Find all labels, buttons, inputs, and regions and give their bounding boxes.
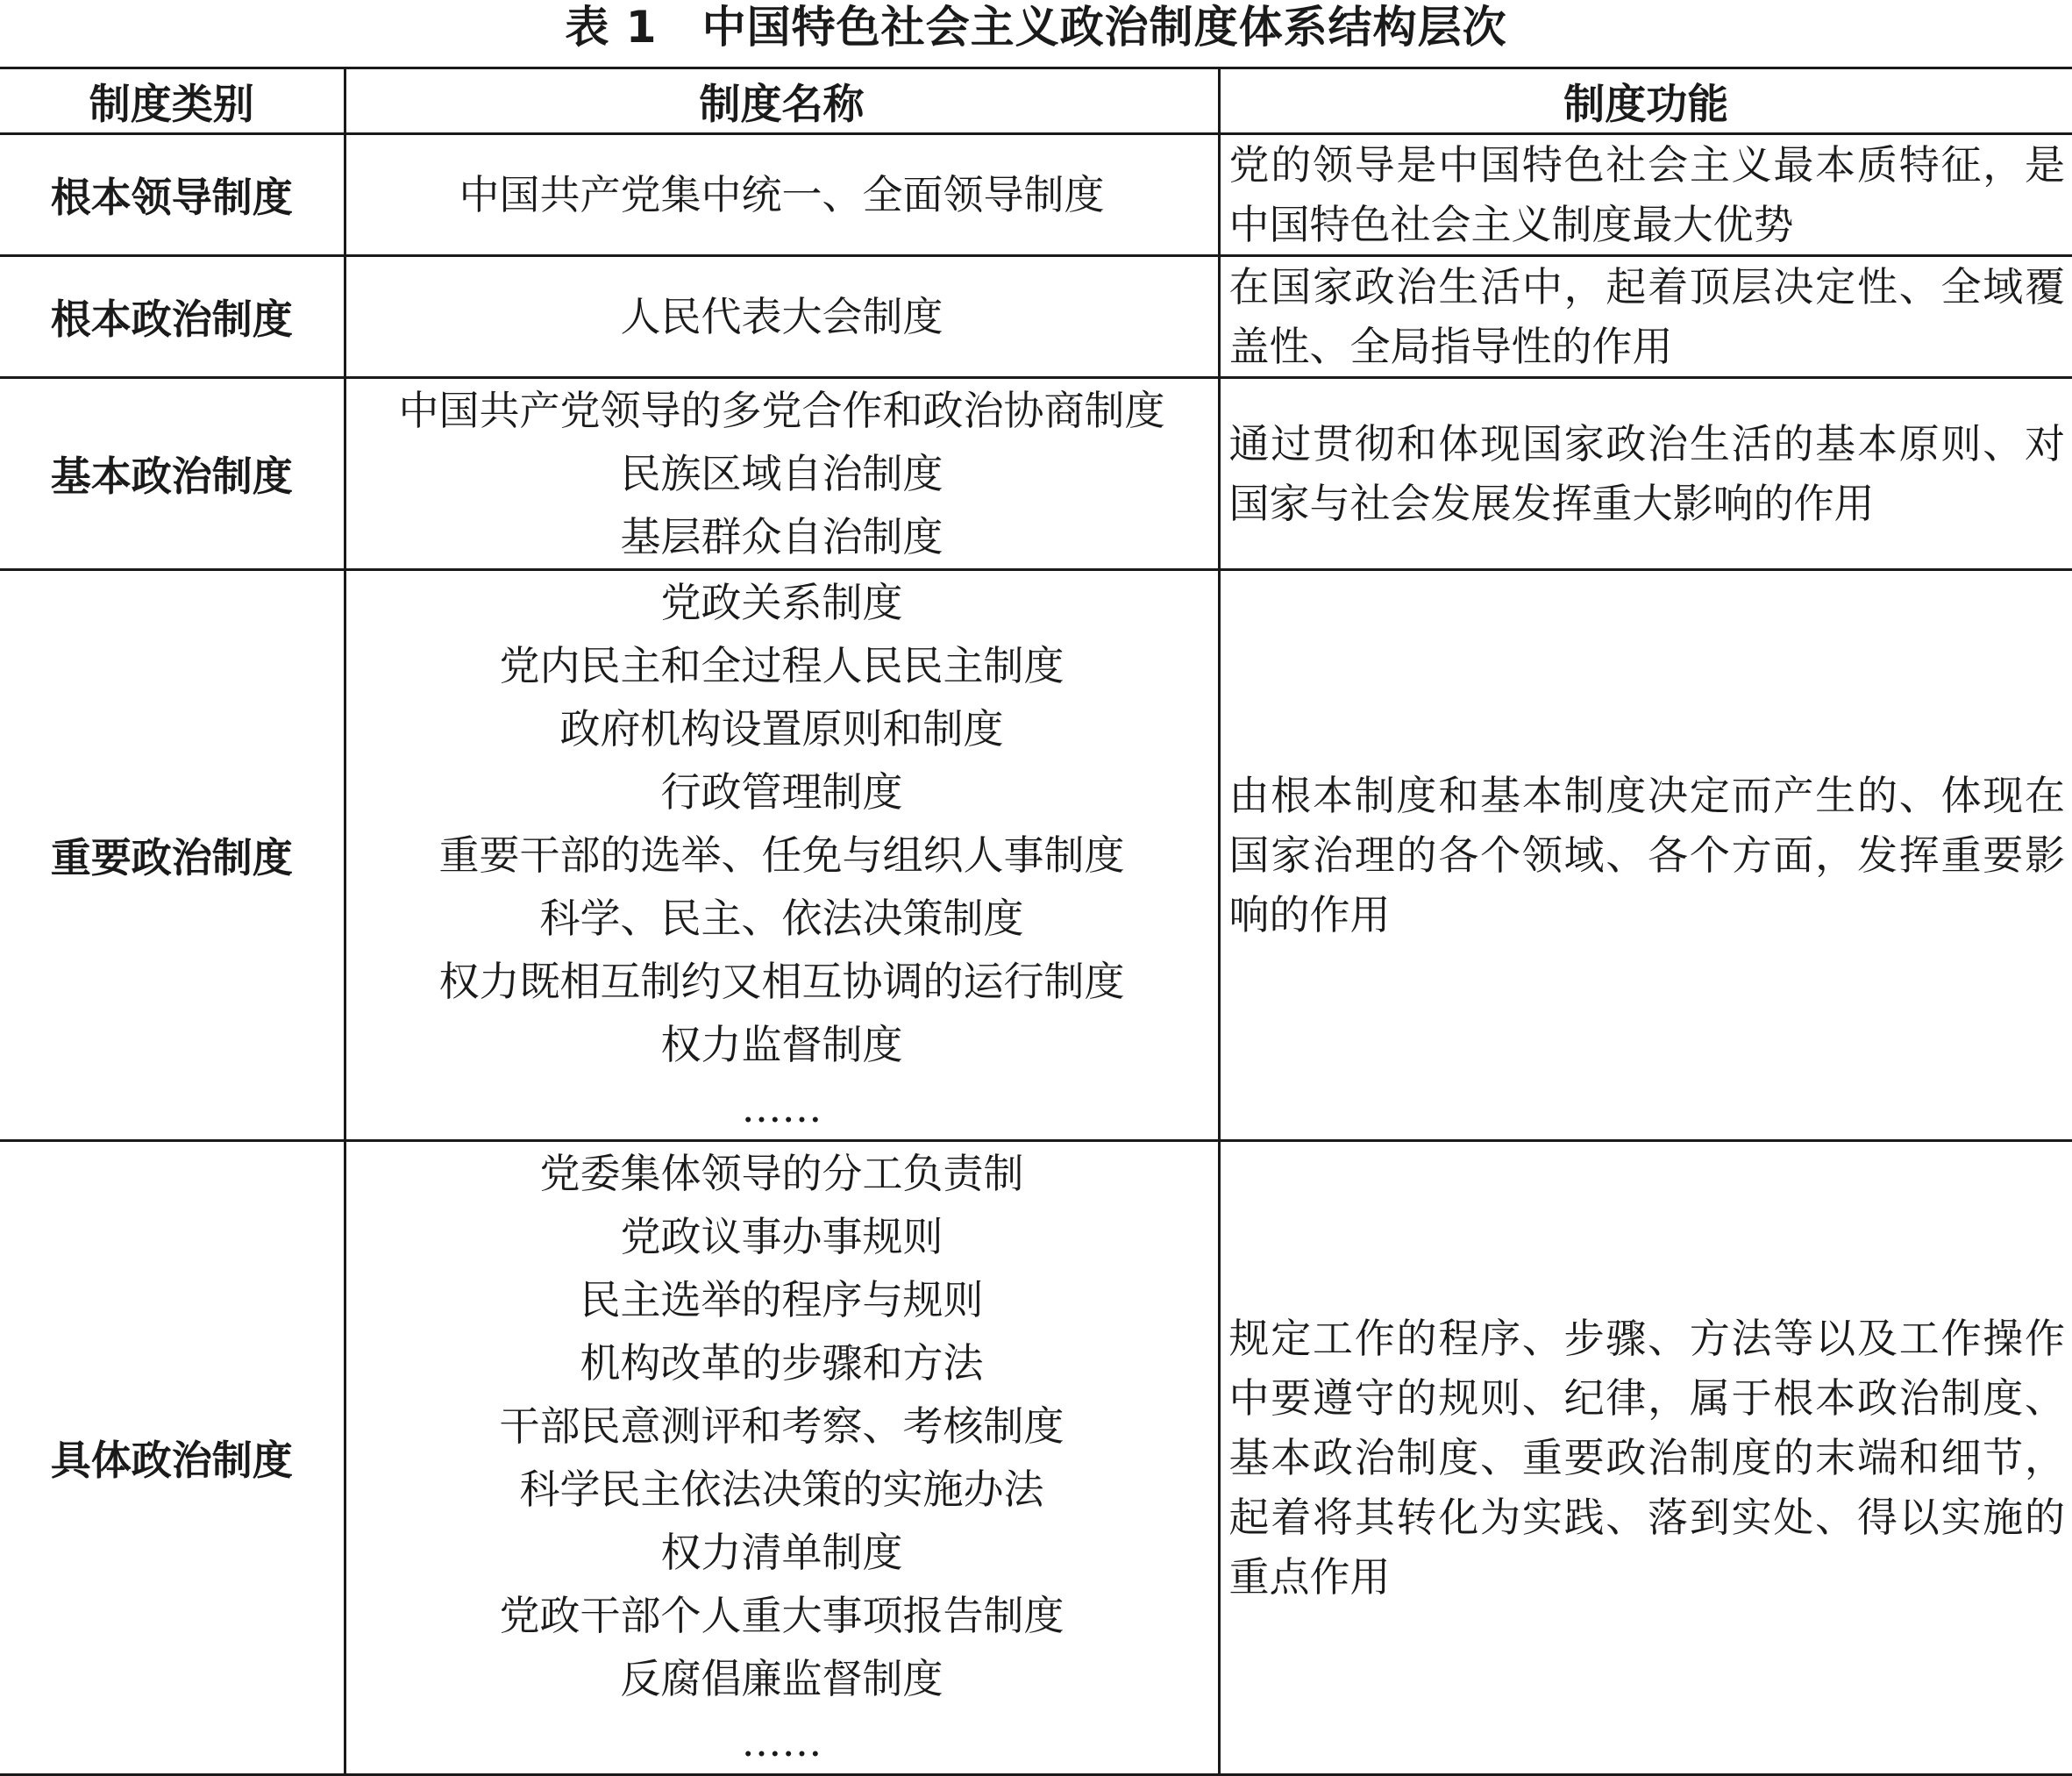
- system-name: 人民代表大会制度: [620, 293, 943, 340]
- system-name: 反腐倡廉监督制度: [620, 1655, 943, 1702]
- function-cell: 规定工作的程序、步骤、方法等以及工作操作中要遵守的规则、纪律，属于根本政治制度、基本政治制度、重要政治制度的末端和细节，起着将其转化为实践、落到实处、得以实施的重点作用: [1219, 1141, 2072, 1775]
- table-row: [0, 378, 2072, 570]
- table-row: [0, 256, 2072, 378]
- category-cell: 根本领导制度: [0, 134, 345, 256]
- header-category: 制度类别: [0, 68, 345, 134]
- system-name: 行政管理制度: [660, 768, 903, 816]
- table-header-row: [0, 68, 2072, 134]
- system-name: 政府机构设置原则和制度: [559, 705, 1004, 752]
- system-name: 权力清单制度: [660, 1529, 903, 1576]
- header-name: 制度名称: [345, 68, 1219, 134]
- ellipsis: ……: [741, 1084, 822, 1131]
- system-name: 科学、民主、依法决策制度: [539, 895, 1024, 942]
- system-name: 机构改革的步骤和方法: [580, 1339, 984, 1387]
- system-name: 中国共产党集中统一、全面领导制度: [459, 171, 1105, 218]
- table-row: [0, 1141, 2072, 1775]
- system-name: 基层群众自治制度: [620, 513, 943, 560]
- function-cell: 在国家政治生活中，起着顶层决定性、全域覆盖性、全局指导性的作用: [1219, 256, 2072, 378]
- names-cell: [345, 570, 1219, 1141]
- political-system-table: [0, 67, 2072, 1776]
- names-cell: [345, 378, 1219, 570]
- names-cell: [345, 1141, 1219, 1775]
- function-cell: 党的领导是中国特色社会主义最本质特征，是中国特色社会主义制度最大优势: [1219, 134, 2072, 256]
- category-cell: 具体政治制度: [0, 1141, 345, 1775]
- system-name: 党政关系制度: [660, 579, 903, 626]
- system-name: 民族区域自治制度: [620, 450, 943, 497]
- system-name: 党政议事办事规则: [620, 1213, 943, 1260]
- table-title: 表 1 中国特色社会主义政治制度体系结构层次: [565, 2, 1507, 53]
- function-cell: 由根本制度和基本制度决定而产生的、体现在国家治理的各个领域、各个方面，发挥重要影响的作用: [1219, 570, 2072, 1141]
- table-row: [0, 134, 2072, 256]
- system-name: 党政干部个人重大事项报告制度: [499, 1592, 1064, 1639]
- category-cell: 根本政治制度: [0, 256, 345, 378]
- category-cell: 重要政治制度: [0, 570, 345, 1141]
- category-cell: 基本政治制度: [0, 378, 345, 570]
- system-name: 中国共产党领导的多党合作和政治协商制度: [398, 387, 1165, 434]
- system-name: 权力监督制度: [660, 1021, 903, 1068]
- ellipsis: ……: [741, 1718, 822, 1765]
- function-cell: 通过贯彻和体现国家政治生活的基本原则、对国家与社会发展发挥重大影响的作用: [1219, 378, 2072, 570]
- system-name: 民主选举的程序与规则: [580, 1276, 984, 1323]
- header-function: 制度功能: [1219, 68, 2072, 134]
- table-row: [0, 570, 2072, 1141]
- system-name: 干部民意测评和考察、考核制度: [499, 1402, 1064, 1450]
- system-name: 权力既相互制约又相互协调的运行制度: [438, 958, 1125, 1005]
- system-name: 科学民主依法决策的实施办法: [519, 1466, 1044, 1513]
- names-cell: [345, 256, 1219, 378]
- system-name: 党内民主和全过程人民民主制度: [499, 642, 1064, 689]
- system-name: 党委集体领导的分工负责制: [539, 1150, 1024, 1197]
- system-name: 重要干部的选举、任免与组织人事制度: [438, 831, 1125, 879]
- names-cell: [345, 134, 1219, 256]
